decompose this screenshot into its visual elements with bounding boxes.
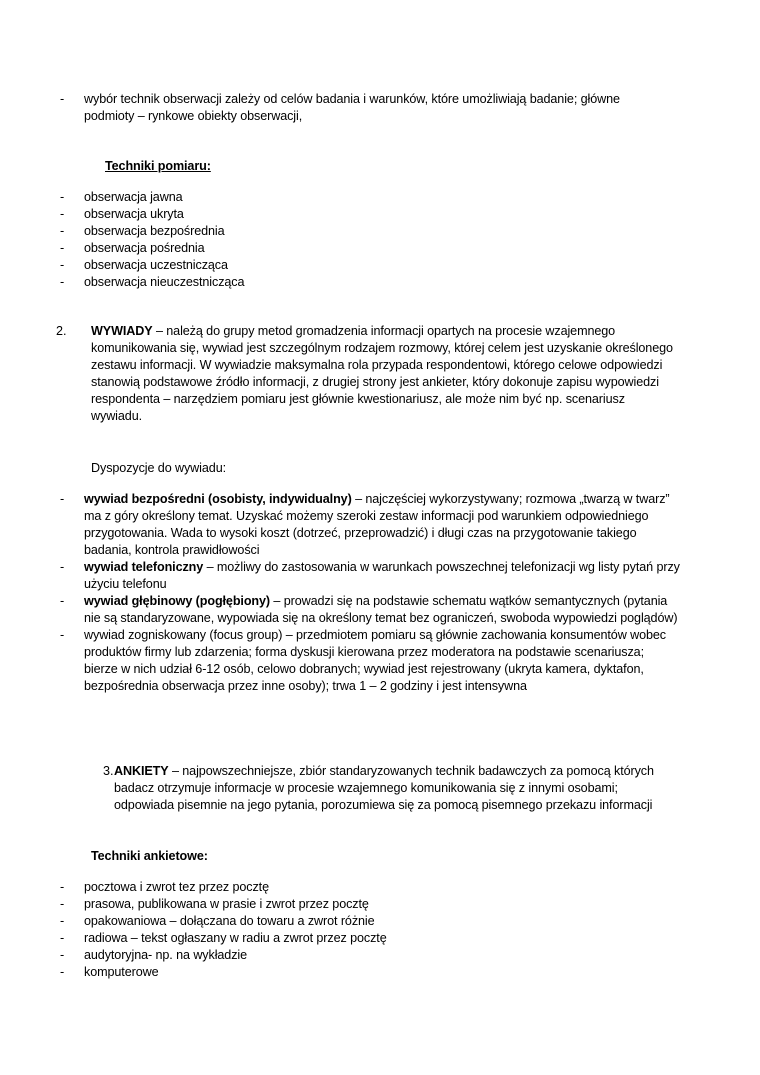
term: wywiad bezpośredni (osobisty, indywidualny) — [84, 492, 352, 506]
bullet-dash: - — [60, 560, 65, 574]
list-item: obserwacja jawna — [84, 190, 183, 204]
bullet-dash: - — [60, 594, 65, 608]
description: – możliwy do zastosowania w warunkach powszechnej telefonizacji wg listy pytań przy — [203, 560, 680, 574]
paragraph-line — [91, 323, 615, 340]
description: – prowadzi się na podstawie schematu wątków semantycznych (pytania — [270, 594, 668, 608]
list-item: pocztowa i zwrot tez przez pocztę — [84, 880, 269, 894]
list-item-line: bierze w nich udział 6-12 osób, celowo dobranych; wywiad jest rejestrowany (ukryta kamera, dyktafon, — [84, 662, 644, 676]
bullet-dash: - — [60, 275, 65, 289]
bullet-dash: - — [60, 897, 65, 911]
list-item-line — [84, 593, 667, 610]
interviews-title: WYWIADY — [91, 324, 153, 338]
list-item: obserwacja pośrednia — [84, 241, 205, 255]
list-item-line: produktów firmy lub zdarzenia; forma dyskusji kierowana przez moderatora na podstawie scenariusza; — [84, 645, 644, 659]
description: – najczęściej wykorzystywany; rozmowa „twarzą w twarz” — [351, 492, 670, 506]
list-item-line: przygotowania. Wada to wysoki koszt (dotrzeć, przeprowadzić) i długi czas na przygotowanie takiego — [84, 526, 637, 540]
list-item: obserwacja nieuczestnicząca — [84, 275, 245, 289]
list-item-line: ma z góry określony temat. Uzyskać możemy szeroki zestaw informacji pod warunkiem odpowiedniego — [84, 509, 649, 523]
list-item-line — [84, 559, 680, 576]
bullet-dash: - — [60, 628, 65, 642]
paragraph-text: – najpowszechniejsze, zbiór standaryzowanych technik badawczych za pomocą których — [168, 764, 654, 778]
bullet-dash: - — [60, 492, 65, 506]
list-item: obserwacja ukryta — [84, 207, 184, 221]
bullet-dash: - — [60, 92, 65, 106]
list-item: obserwacja bezpośrednia — [84, 224, 225, 238]
paragraph-line: badacz otrzymuje informacje w procesie wzajemnego komunikowania się z innymi osobami; — [114, 781, 618, 795]
list-item-line: bezpośrednia obserwacja przez inne osoby); trwa 1 – 2 godziny i jest intensywna — [84, 679, 527, 693]
paragraph-line: stanowią podstawowe źródło informacji, z drugiej strony jest ankieter, który dokonuje zapisu wypowiedzi — [91, 375, 659, 389]
bullet-dash: - — [60, 880, 65, 894]
paragraph-line: odpowiada pisemnie na jego pytania, porozumiewa się za pomocą pisemnego przekazu informacji — [114, 798, 653, 812]
section-number: 2. — [56, 324, 67, 338]
paragraph-line: respondenta – narzędziem pomiaru jest głównie kwestionariusz, ale może nim być np. scenariusz — [91, 392, 625, 406]
bullet-dash: - — [60, 190, 65, 204]
bullet-dash: - — [60, 224, 65, 238]
term: wywiad telefoniczny — [84, 560, 204, 574]
section-number: 3. — [103, 764, 114, 778]
list-item-line: wywiad zogniskowany (focus group) – przedmiotem pomiaru są głównie zachowania konsumentów wobec — [84, 628, 667, 642]
measurement-techniques-heading: Techniki pomiaru: — [105, 159, 211, 173]
list-item-line: badania, kontrola prawidłowości — [84, 543, 260, 557]
paragraph-line: podmioty – rynkowe obiekty obserwacji, — [84, 109, 303, 123]
paragraph-line: zestawu informacji. W wywiadzie maksymalna rola przypada respondentowi, którego celowe odpowiedzi — [91, 358, 663, 372]
surveys-title: ANKIETY — [114, 764, 169, 778]
list-item: opakowaniowa – dołączana do towaru a zwrot różnie — [84, 914, 375, 928]
list-item-line: użyciu telefonu — [84, 577, 167, 591]
bullet-dash: - — [60, 931, 65, 945]
list-item: obserwacja uczestnicząca — [84, 258, 228, 272]
bullet-dash: - — [60, 207, 65, 221]
bullet-dash: - — [60, 241, 65, 255]
paragraph-line — [114, 763, 654, 780]
paragraph-line: wybór technik obserwacji zależy od celów badania i warunków, które umożliwiają badanie; główne — [84, 92, 620, 106]
list-item-line: nie są standaryzowane, wypowiada się na określony temat bez ograniczeń, swoboda wypowiedzi poglądów) — [84, 611, 678, 625]
bullet-dash: - — [60, 258, 65, 272]
list-item: prasowa, publikowana w prasie i zwrot przez pocztę — [84, 897, 369, 911]
bullet-dash: - — [60, 965, 65, 979]
paragraph-line: wywiadu. — [91, 409, 142, 423]
survey-techniques-heading: Techniki ankietowe: — [91, 849, 208, 863]
list-item-line — [84, 491, 670, 508]
list-item: radiowa – tekst ogłaszany w radiu a zwrot przez pocztę — [84, 931, 387, 945]
list-item: audytoryjna- np. na wykładzie — [84, 948, 248, 962]
list-item: komputerowe — [84, 965, 159, 979]
paragraph-text: – należą do grupy metod gromadzenia informacji opartych na procesie wzajemnego — [152, 324, 616, 338]
bullet-dash: - — [60, 914, 65, 928]
term: wywiad głębinowy (pogłębiony) — [84, 594, 271, 608]
interview-types-heading: Dyspozycje do wywiadu: — [91, 461, 226, 475]
paragraph-line: komunikowania się, wywiad jest szczególnym rodzajem rozmowy, której celem jest uzyskanie określonego — [91, 341, 673, 355]
bullet-dash: - — [60, 948, 65, 962]
